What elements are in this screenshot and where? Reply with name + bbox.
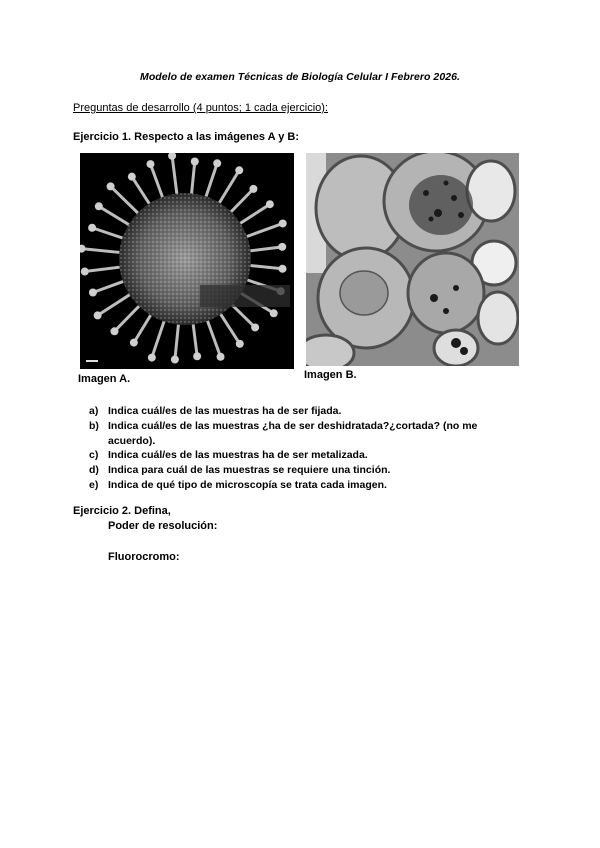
spike-tip — [107, 182, 115, 190]
question-list — [89, 404, 509, 493]
spike-tip — [251, 323, 259, 331]
term-fluorochrome: Fluorocromo: — [108, 551, 180, 563]
spike-tip — [279, 265, 287, 273]
spike-tip — [213, 159, 221, 167]
question-c — [89, 448, 509, 463]
spike-tip — [193, 352, 201, 360]
question-b — [89, 419, 509, 449]
question-text: Indica cuál/es de las muestras ¿ha de ser deshidratada?¿cortada? (no me acuerdo). — [108, 419, 478, 447]
question-e — [89, 478, 509, 493]
spike-tip — [235, 166, 243, 174]
spike-tip — [110, 327, 118, 335]
question-text: Indica cuál/es de las muestras ha de ser metalizada. — [108, 449, 368, 462]
spike-tip — [249, 185, 257, 193]
term-resolution: Poder de resolución: — [108, 520, 218, 532]
spike-tip — [279, 219, 287, 227]
spike-tip — [270, 309, 278, 317]
section-heading: Preguntas de desarrollo (4 puntos; 1 cada ejercicio): — [73, 102, 328, 114]
image-b-cells — [306, 153, 519, 366]
spike-tip — [81, 268, 89, 276]
spike-tip — [130, 339, 138, 347]
spike-tip — [278, 243, 286, 251]
spike-tip — [171, 355, 179, 363]
spike-tip — [148, 354, 156, 362]
spike-tip — [236, 340, 244, 348]
spike-tip — [89, 288, 97, 296]
image-a-virus — [80, 153, 294, 369]
question-letter: a) — [89, 405, 99, 417]
image-a-caption: Imagen A. — [78, 373, 131, 385]
spike-tip — [191, 157, 199, 165]
question-letter: d) — [89, 464, 99, 477]
question-text: Indica de qué tipo de microscopía se trata cada imagen. — [108, 478, 387, 491]
spike-tip — [266, 200, 274, 208]
question-text: Indica para cuál de las muestras se requiere una tinción. — [108, 464, 391, 477]
spike-tip — [217, 353, 225, 361]
exercise-2-heading: Ejercicio 2. Defina, — [73, 505, 171, 517]
spike-tip — [128, 173, 136, 181]
spike-tip — [94, 311, 102, 319]
question-text: Indica cuál/es de las muestras ha de ser fijada. — [108, 405, 342, 417]
exam-title: Modelo de examen Técnicas de Biología Celular I Febrero 2026. — [140, 71, 460, 83]
question-letter: c) — [89, 449, 99, 462]
spike-tip — [146, 160, 154, 168]
spike-tip — [95, 202, 103, 210]
spike-tip — [88, 224, 96, 232]
image-b-caption: Imagen B. — [304, 369, 357, 381]
exercise-1-heading: Ejercicio 1. Respecto a las imágenes A y B: — [73, 131, 300, 143]
question-letter: b) — [89, 419, 99, 432]
question-d — [89, 463, 509, 478]
question-letter: e) — [89, 478, 99, 491]
question-a — [89, 404, 509, 419]
